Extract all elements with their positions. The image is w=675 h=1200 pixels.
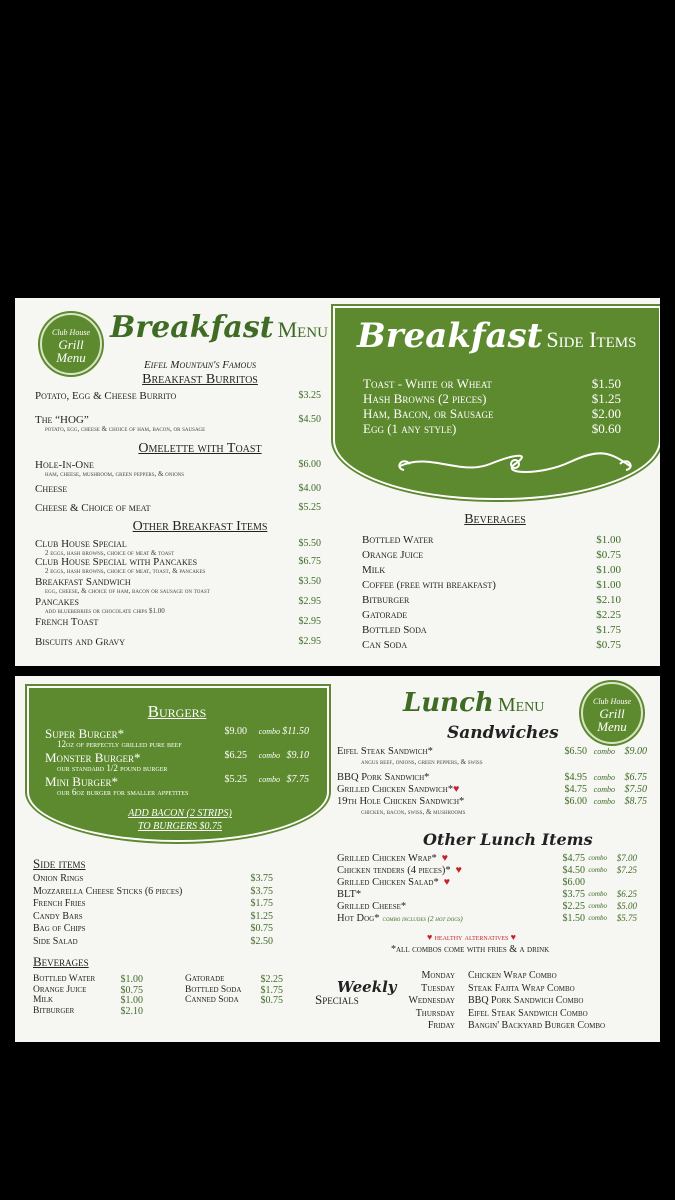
sandwich-combo-price: $6.75 — [624, 772, 647, 783]
menu-item-description: 2 eggs, hash browns, choice of meat, toast, & pancakes — [45, 567, 206, 575]
menu-item-name: Cheese — [35, 483, 68, 495]
lunch-item-name — [337, 877, 557, 888]
lunch-side-price: $1.75 — [250, 898, 273, 909]
combo-note: *all combos come with fries & a drink — [391, 944, 550, 955]
lunch-item-combo-label: combo — [588, 890, 607, 898]
beverage-name: Bitburger — [362, 594, 410, 606]
bacon-addon-line1: ADD BACON (2 STRIPS) — [128, 808, 232, 819]
burger-price: $9.00 — [224, 726, 247, 737]
beverage-name: Orange Juice — [362, 549, 424, 561]
weekly-specials-title: Weekly Specials — [315, 978, 397, 1007]
side-item-name: Ham, Bacon, or Sausage — [363, 406, 494, 421]
lunch-card — [15, 676, 660, 1042]
burger-description: our 6oz burger for smaller appetites — [57, 787, 189, 797]
beverage-name: Can Soda — [362, 639, 408, 651]
sandwich-price: $6.00 — [564, 796, 587, 807]
heart-icon: ♥ — [455, 865, 462, 876]
weekly-day: Monday — [421, 970, 455, 981]
menu-item-price: $3.50 — [298, 576, 321, 587]
menu-item-name: Hole-In-One — [35, 459, 94, 471]
sandwich-name — [337, 784, 557, 795]
lunch-beverage-name: Milk — [33, 995, 54, 1005]
menu-item-description: 2 eggs, hash browns, choice of meat & toast — [45, 549, 175, 557]
burger-combo-price: $11.50 — [282, 726, 309, 737]
burger-combo-label: combo — [258, 727, 280, 736]
lunch-beverage-price: $1.75 — [260, 984, 283, 996]
side-items-title: Breakfast Side Items — [357, 316, 637, 356]
weekly-special: Chicken Wrap Combo — [468, 970, 557, 981]
lunch-item-name — [337, 913, 557, 924]
other-breakfast-header: Other Breakfast Items — [132, 519, 268, 534]
lunch-item-price: $4.50 — [562, 865, 585, 876]
omelette-header: Omelette with Toast — [138, 441, 262, 456]
burger-description: our standard 1/2 pound burger — [57, 763, 168, 773]
sandwich-label: 19th Hole Chicken Sandwich* — [337, 796, 465, 807]
beverage-price: $2.25 — [596, 609, 621, 621]
menu-item-price: $2.95 — [298, 596, 321, 607]
sandwich-price: $4.95 — [564, 772, 587, 783]
lunch-item-price: $4.75 — [562, 853, 585, 864]
sandwich-description: chicken, bacon, swiss, & mushrooms — [361, 808, 466, 816]
side-item-price: $0.60 — [591, 421, 621, 436]
weekly-day: Thursday — [415, 1007, 455, 1019]
burrito-intro: Eifel Mountain's Famous — [143, 359, 257, 371]
lunch-item-label: Grilled Chicken Salad* — [337, 877, 439, 888]
lunch-side-price: $1.25 — [250, 910, 273, 922]
burger-price: $5.25 — [224, 774, 247, 785]
beverages-lunch-header: Beverages — [33, 954, 89, 969]
heart-icon: ♥ — [453, 784, 460, 795]
sandwich-combo-label: combo — [593, 797, 615, 806]
lunch-item-label: Grilled Cheese* — [337, 901, 407, 912]
lunch-beverage-name: Gatorade — [185, 974, 225, 984]
lunch-item-combo-label: combo — [588, 902, 607, 910]
lunch-item-label: Hot Dog* — [337, 913, 380, 924]
lunch-side-name: Onion Rings — [33, 873, 84, 884]
lunch-item-combo-label: combo — [588, 866, 607, 874]
side-item-name: Egg (1 any style) — [363, 421, 457, 436]
lunch-item-label: Grilled Chicken Wrap* — [337, 853, 437, 864]
beverage-price: $1.00 — [596, 564, 621, 576]
lunch-item-price: $6.00 — [562, 877, 585, 888]
lunch-beverage-price: $2.25 — [260, 974, 283, 985]
menu-item-description: potato, egg, cheese & choice of ham, bacon, or sausage — [45, 425, 206, 433]
menu-item-description: ham, cheese, mushroom, green peppers, & onions — [45, 470, 185, 478]
beverage-name: Coffee (free with breakfast) — [362, 579, 496, 591]
weekly-special: BBQ Pork Sandwich Combo — [468, 995, 584, 1006]
menu-item-price: $6.00 — [298, 459, 321, 470]
burger-description: 12oz of perfectly grilled pure beef — [57, 739, 182, 749]
menu-item-name: Potato, Egg & Cheese Burrito — [35, 390, 177, 402]
lunch-item-label: BLT* — [337, 889, 362, 900]
beverage-price: $1.75 — [596, 624, 621, 636]
lunch-beverage-name: Canned Soda — [185, 995, 239, 1005]
side-item-price: $1.25 — [591, 391, 621, 406]
lunch-beverage-name: Bottled Soda — [185, 984, 242, 995]
lunch-side-name: Bag of Chips — [33, 923, 86, 934]
lunch-side-name: Mozzarella Cheese Sticks (6 pieces) — [33, 885, 183, 897]
sandwich-combo-price: $8.75 — [624, 796, 647, 807]
lunch-beverage-price: $1.00 — [120, 995, 143, 1006]
sandwich-label: BBQ Pork Sandwich* — [337, 772, 430, 783]
sandwiches-header: Sandwiches — [447, 723, 559, 743]
lunch-item-price: $2.25 — [562, 901, 585, 912]
burger-combo-label: combo — [258, 751, 280, 760]
other-lunch-header: Other Lunch Items — [423, 830, 593, 849]
menu-item-description: egg, cheese, & choice of ham, bacon or sausage on toast — [45, 587, 210, 595]
sandwich-combo-label: combo — [593, 785, 615, 794]
breakfast-card — [15, 298, 660, 666]
menu-item-price: $4.50 — [298, 414, 321, 425]
weekly-day: Wednesday — [408, 995, 455, 1006]
menu-item-price: $2.95 — [298, 616, 321, 627]
sandwich-description: angus beef, onions, green peppers, & swiss — [361, 758, 483, 766]
sandwich-label: Eifel Steak Sandwich* — [337, 746, 433, 757]
lunch-item-label: Chicken tenders (4 pieces)* — [337, 865, 451, 876]
lunch-side-name: Candy Bars — [33, 910, 83, 922]
menu-item-name: Breakfast Sandwich — [35, 576, 131, 588]
burger-combo-price: $9.10 — [286, 750, 309, 761]
lunch-beverage-price: $1.00 — [120, 974, 143, 985]
beverage-price: $0.75 — [596, 639, 621, 651]
sandwich-combo-price: $9.00 — [624, 746, 647, 757]
lunch-beverage-name: Bitburger — [33, 1005, 75, 1016]
sandwich-price: $6.50 — [564, 746, 587, 757]
menu-item-price: $6.75 — [298, 556, 321, 567]
menu-item-name: Club House Special — [35, 538, 127, 550]
lunch-side-price: $2.50 — [250, 935, 273, 947]
lunch-item-price: $1.50 — [562, 913, 585, 924]
burgers-header: Burgers — [147, 702, 207, 721]
lunch-side-name: Side Salad — [33, 935, 78, 947]
bacon-addon-line2: TO BURGERS $0.75 — [138, 821, 222, 832]
beverage-name: Bottled Water — [362, 534, 434, 546]
healthy-alternatives-note: ♥ healthy alternatives ♥ — [427, 932, 516, 942]
weekly-special: Bangin' Backyard Burger Combo — [468, 1020, 606, 1031]
weekly-special: Steak Fajita Wrap Combo — [468, 982, 575, 994]
lunch-beverage-name: Bottled Water — [33, 974, 96, 984]
burger-name: Mini Burger* — [45, 774, 118, 789]
club-house-logo: Club House Grill Menu — [40, 313, 102, 375]
sandwich-name — [337, 772, 557, 783]
side-item-price: $2.00 — [591, 406, 621, 421]
lunch-item-name — [337, 853, 557, 864]
menu-item-name: Pancakes — [35, 596, 79, 608]
burger-combo-label: combo — [258, 775, 280, 784]
lunch-item-combo-price: $5.00 — [616, 901, 637, 911]
menu-item-price: $5.50 — [298, 538, 321, 549]
burger-name: Monster Burger* — [45, 750, 141, 765]
sandwich-label: Grilled Chicken Sandwich* — [337, 784, 454, 795]
lunch-title: Lunch Menu — [403, 688, 545, 718]
menu-item-price: $5.25 — [298, 502, 321, 513]
heart-icon: ♥ — [427, 932, 433, 942]
lunch-item-combo-label: combo — [588, 914, 607, 922]
breakfast-title: Breakfast Menu — [110, 310, 328, 345]
menu-item-name: Cheese & Choice of meat — [35, 502, 151, 514]
beverage-price: $2.10 — [596, 594, 621, 606]
beverage-name: Bottled Soda — [362, 624, 427, 636]
heart-icon: ♥ — [441, 853, 448, 864]
menu-item-price: $2.95 — [298, 636, 321, 647]
heart-icon: ♥ — [510, 932, 516, 942]
lunch-beverage-name: Orange Juice — [33, 984, 87, 995]
sandwich-combo-price: $7.50 — [624, 784, 647, 795]
lunch-side-price: $0.75 — [250, 923, 273, 934]
heart-icon: ♥ — [443, 877, 450, 888]
beverages-header: Beverages — [464, 512, 526, 527]
lunch-item-name — [337, 901, 557, 912]
weekly-special: Eifel Steak Sandwich Combo — [468, 1007, 588, 1019]
lunch-item-combo-price: $6.25 — [616, 889, 637, 899]
sandwich-price: $4.75 — [564, 784, 587, 795]
lunch-side-price: $3.75 — [250, 873, 273, 884]
menu-item-price: $4.00 — [298, 483, 321, 494]
menu-item-description: add blueberries or chocolate chips $1.00 — [45, 607, 165, 615]
burger-name: Super Burger* — [45, 726, 125, 741]
weekly-day: Tuesday — [421, 982, 455, 994]
lunch-item-name — [337, 889, 557, 900]
lunch-side-name: French Fries — [33, 898, 86, 909]
beverage-name: Gatorade — [362, 609, 408, 621]
sandwich-combo-label: combo — [593, 773, 615, 782]
burger-combo-price: $7.75 — [286, 774, 309, 785]
sandwich-combo-label: combo — [593, 747, 615, 756]
lunch-item-combo-price: $7.25 — [616, 865, 637, 875]
weekly-day: Friday — [427, 1020, 455, 1031]
beverage-price: $1.00 — [596, 534, 621, 546]
lunch-beverage-price: $2.10 — [120, 1005, 143, 1017]
menu-item-name: The “HOG” — [35, 414, 89, 426]
lunch-item-combo-price: $7.00 — [616, 853, 637, 863]
lunch-side-price: $3.75 — [250, 885, 273, 897]
menu-item-price: $3.25 — [298, 390, 321, 401]
menu-item-name: French Toast — [35, 616, 99, 628]
side-item-price: $1.50 — [591, 376, 621, 391]
lunch-item-note: combo includes (2 hot dogs) — [382, 915, 463, 923]
lunch-beverage-price: $0.75 — [260, 995, 283, 1006]
burger-price: $6.25 — [224, 750, 247, 761]
beverage-name: Milk — [362, 564, 386, 576]
side-items-lunch-header: Side items — [33, 856, 86, 871]
lunch-item-name — [337, 865, 557, 876]
lunch-beverage-price: $0.75 — [120, 984, 143, 996]
side-item-name: Hash Browns (2 pieces) — [363, 391, 487, 406]
club-house-logo-lunch: Club House Grill Menu — [581, 682, 643, 744]
flourish-ornament — [390, 450, 640, 478]
beverage-price: $1.00 — [596, 579, 621, 591]
beverage-price: $0.75 — [596, 549, 621, 561]
lunch-item-price: $3.75 — [562, 889, 585, 900]
lunch-item-combo-price: $5.75 — [616, 913, 637, 923]
menu-item-name: Biscuits and Gravy — [35, 636, 125, 648]
menu-item-name: Club House Special with Pancakes — [35, 556, 198, 568]
sandwich-name — [337, 796, 557, 807]
lunch-item-combo-label: combo — [588, 854, 607, 862]
sandwich-name — [337, 746, 557, 757]
side-item-name: Toast - White or Wheat — [363, 376, 492, 391]
burritos-header: Breakfast Burritos — [142, 372, 258, 387]
